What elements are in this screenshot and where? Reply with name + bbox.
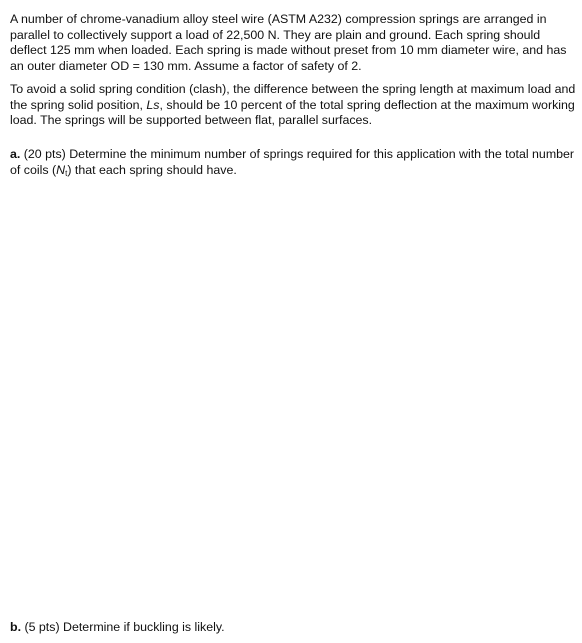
question-b: [10, 620, 576, 636]
question-b-label: b.: [10, 620, 22, 634]
question-a-text-before: (20 pts) Determine the minimum number of springs required for this application with the total number of coils (: [10, 147, 575, 177]
clash-condition-paragraph: [10, 82, 576, 129]
problem-statement-paragraph: [10, 12, 576, 74]
problem-statement-text: A number of chrome-vanadium alloy steel wire (ASTM A232) compression springs are arranged in parallel to collectively support a load of 22,500 N. They are plain and ground. Each spring should deflect 125 mm when loaded. Each spring is made without preset from 10 mm diameter wire, and has an outer diameter OD = 130 mm. Assume a factor of safety of 2.: [10, 12, 567, 73]
question-b-text: (5 pts) Determine if buckling is likely.: [21, 620, 225, 634]
total-coils-subscript: t: [65, 168, 68, 178]
total-coils-symbol: N: [56, 162, 66, 177]
question-a-text-after: ) that each spring should have.: [67, 162, 237, 177]
clash-text-before: To avoid a solid spring condition (clash), the difference between the spring length at maximum load and the spring solid position,: [10, 82, 576, 112]
clash-text-after: , should be 10 percent of the total spring deflection at the maximum working load. The springs will be supported between flat, parallel surfaces.: [10, 97, 575, 128]
solid-length-symbol: Ls: [146, 97, 160, 112]
question-a-label: a.: [10, 147, 21, 161]
question-a: [10, 147, 576, 178]
